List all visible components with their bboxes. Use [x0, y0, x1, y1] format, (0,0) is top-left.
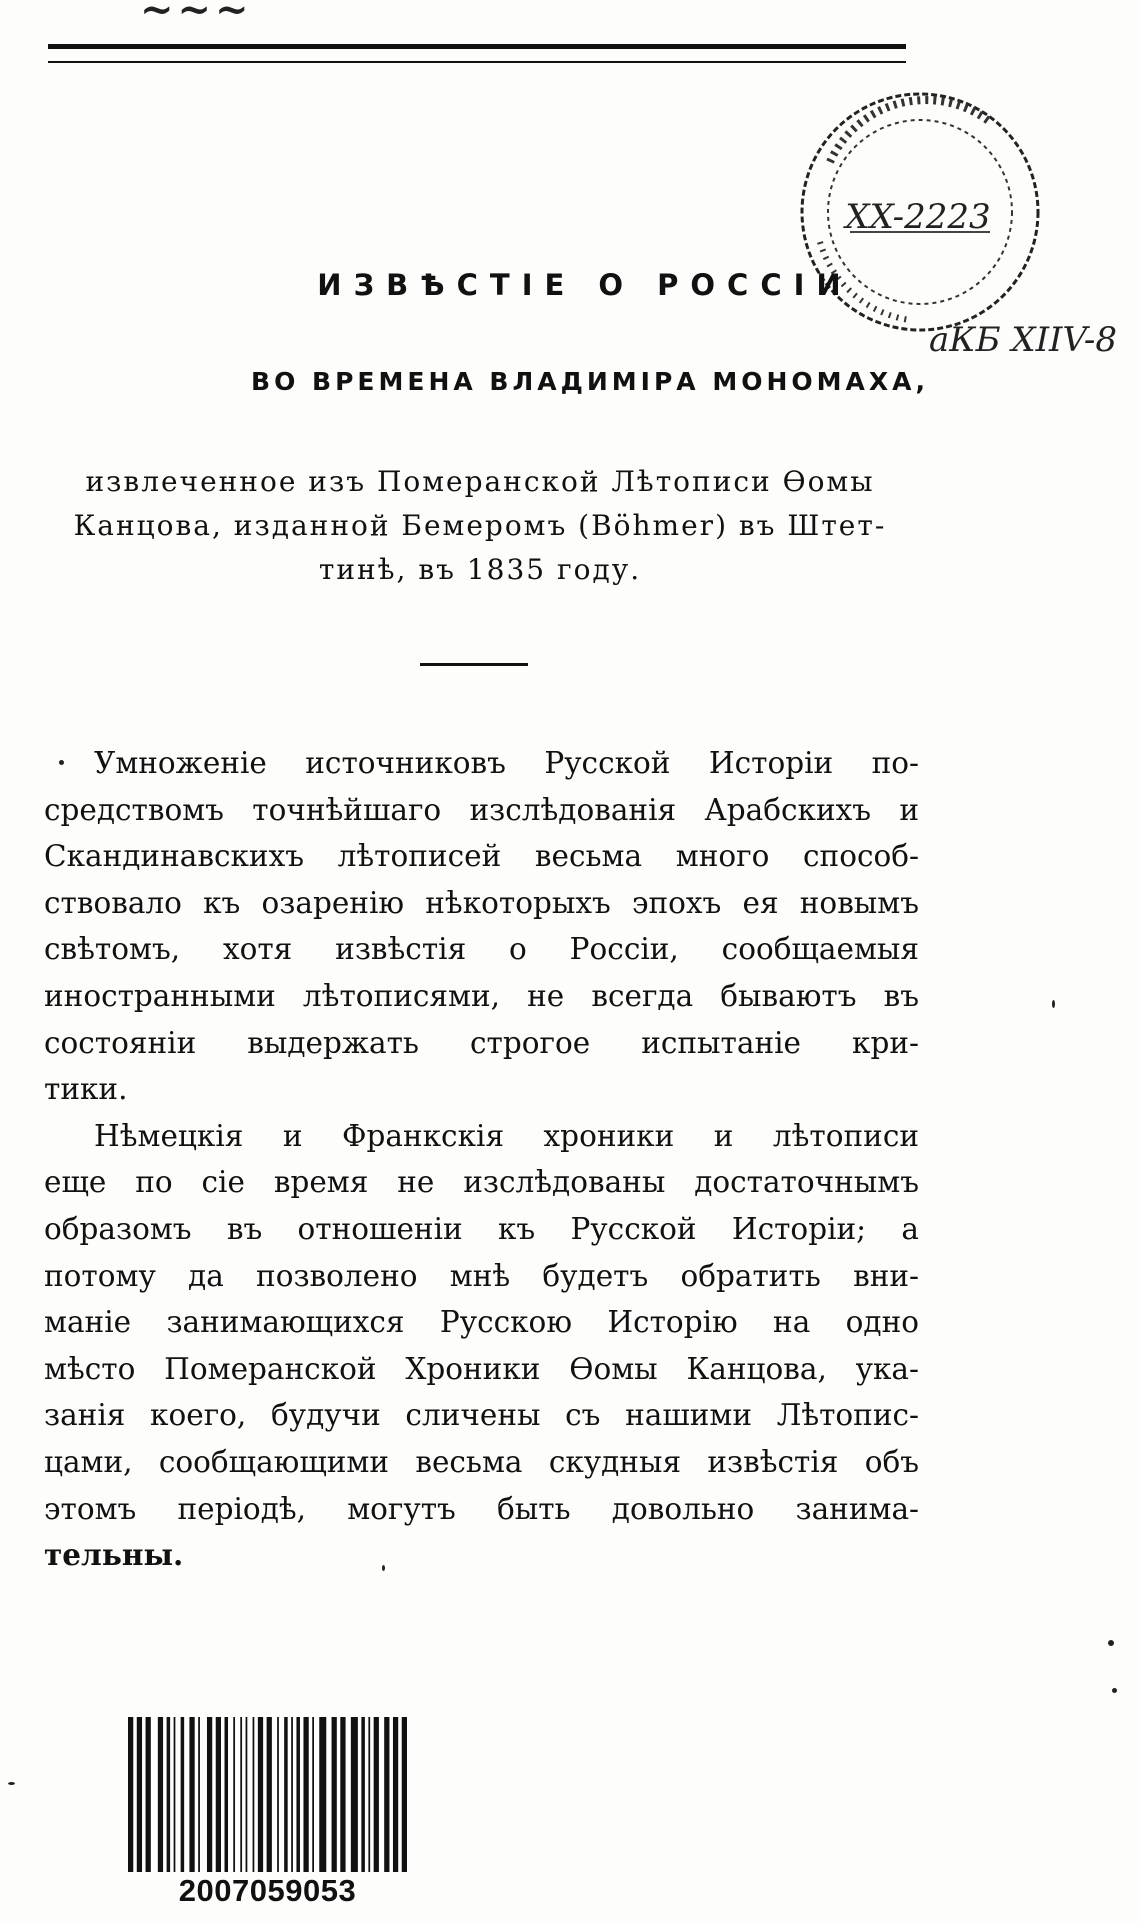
barcode-bar: [393, 1717, 398, 1872]
scan-speck: [8, 1782, 15, 1785]
barcode-bar: [402, 1717, 407, 1872]
barcode-bar: [225, 1717, 229, 1872]
barcode-bar: [267, 1717, 272, 1872]
stamp-number: XX-2223: [845, 197, 991, 237]
title-line-2: ВО ВРЕМЕНА ВЛАДИМІРА МОНОМАХА,: [251, 367, 929, 396]
library-stamp: [790, 82, 1050, 342]
barcode-bar: [158, 1717, 163, 1872]
paragraph-2-line: маніе занимающихся Русскою Исторію на одно: [44, 1305, 919, 1340]
barcode-bar: [291, 1717, 293, 1872]
top-double-rule: [48, 44, 906, 63]
barcode-bar: [233, 1717, 235, 1872]
paragraph-2-line: цами, сообщающими весьма скудныя извѣстія объ: [44, 1444, 919, 1479]
barcode-bar: [368, 1717, 370, 1872]
paragraph-1-line: иностранными лѣтописями, не всегда бываютъ въ: [44, 978, 919, 1013]
scan-speck: [59, 760, 64, 765]
barcode-bar: [319, 1717, 326, 1872]
barcode-bar: [332, 1717, 337, 1872]
barcode-bar: [240, 1717, 242, 1872]
section-divider: [420, 663, 528, 666]
barcode-bar: [258, 1717, 263, 1872]
barcode-bar: [174, 1717, 176, 1872]
barcode-bar: [146, 1717, 151, 1872]
barcode-bar: [277, 1717, 279, 1872]
paragraph-2-line: этомъ періодѣ, могутъ быть довольно занима-: [44, 1491, 919, 1526]
paragraph-1-line: свѣтомъ, хотя извѣстія о Россіи, сообщаемыя: [44, 932, 919, 967]
barcode-bar: [384, 1717, 389, 1872]
paragraph-2-line: тельны.: [44, 1537, 184, 1573]
barcode-bar: [296, 1717, 300, 1872]
barcode-bar: [303, 1717, 308, 1872]
barcode-bar: [216, 1717, 221, 1872]
subtitle: [40, 460, 920, 592]
paragraph-2-line: Нѣмецкія и Франкскія хроники и лѣтописи: [94, 1118, 919, 1153]
paragraph-2-line: образомъ въ отношеніи къ Русской Исторіи; а: [44, 1211, 919, 1246]
barcode-bar: [181, 1717, 185, 1872]
barcode-bar: [340, 1717, 345, 1872]
handwritten-shelfmark: аКБ XIIV-8: [929, 320, 1117, 360]
barcode-bar: [198, 1717, 200, 1872]
barcode-number: 2007059053: [178, 1873, 357, 1908]
barcode-bar: [189, 1717, 194, 1872]
paragraph-1-line: Умноженіе источниковъ Русской Исторіи по-: [94, 746, 919, 780]
subtitle-line: тинѣ, въ 1835 году.: [318, 553, 642, 586]
barcode-bar: [167, 1717, 171, 1872]
paragraph-1-line: Скандинавскихъ лѣтописей весьма много способ-: [44, 839, 919, 874]
barcode-bar: [351, 1717, 358, 1872]
cropped-header-fragment: ~~~: [140, 0, 253, 33]
paragraph-2-line: занія коего, будучи сличены съ нашими Лѣтопис-: [44, 1398, 919, 1433]
paragraph-2-line: мѣсто Померанской Хроники Ѳомы Канцова, ука-: [44, 1351, 919, 1386]
barcode-bar: [284, 1717, 288, 1872]
barcode-bar: [137, 1717, 142, 1872]
paragraph-2-line: потому да позволено мнѣ будетъ обратить вни-: [44, 1258, 919, 1293]
paragraph-1-line: средствомъ точнѣйшаго изслѣдованія Арабскихъ и: [44, 792, 919, 827]
subtitle-line: извлеченное изъ Померанской Лѣтописи Ѳомы: [85, 465, 875, 498]
barcode-bar: [207, 1717, 212, 1872]
scan-speck: [1052, 1000, 1055, 1008]
barcode-bar: [312, 1717, 314, 1872]
barcode-bar: [128, 1717, 133, 1872]
paragraph-2-line: еще по сіе время не изслѣдованы достаточнымъ: [44, 1165, 919, 1200]
subtitle-line: Канцова, изданной Бемеромъ (Böhmer) въ Штет-: [73, 509, 887, 542]
scan-speck: [382, 1565, 385, 1571]
barcode-bar: [253, 1717, 255, 1872]
barcode-bar: [374, 1717, 379, 1872]
paragraph-1-line: состояніи выдержать строгое испытаніе кри-: [44, 1025, 919, 1060]
barcode-bar: [246, 1717, 248, 1872]
scan-speck: [1108, 1640, 1114, 1646]
title-line-1: ИЗВѢСТІЕ О РОССІИ: [317, 268, 853, 302]
paragraph-1-line: тики.: [44, 1072, 128, 1107]
paragraph-1-line: ствовало къ озаренію нѣкоторыхъ эпохъ ея новымъ: [44, 885, 919, 920]
barcode: [126, 1717, 409, 1872]
scan-speck: [1112, 1688, 1117, 1693]
handwritten-annotation: [925, 305, 1135, 375]
body-text: [44, 740, 919, 1579]
barcode-bar: [361, 1717, 365, 1872]
